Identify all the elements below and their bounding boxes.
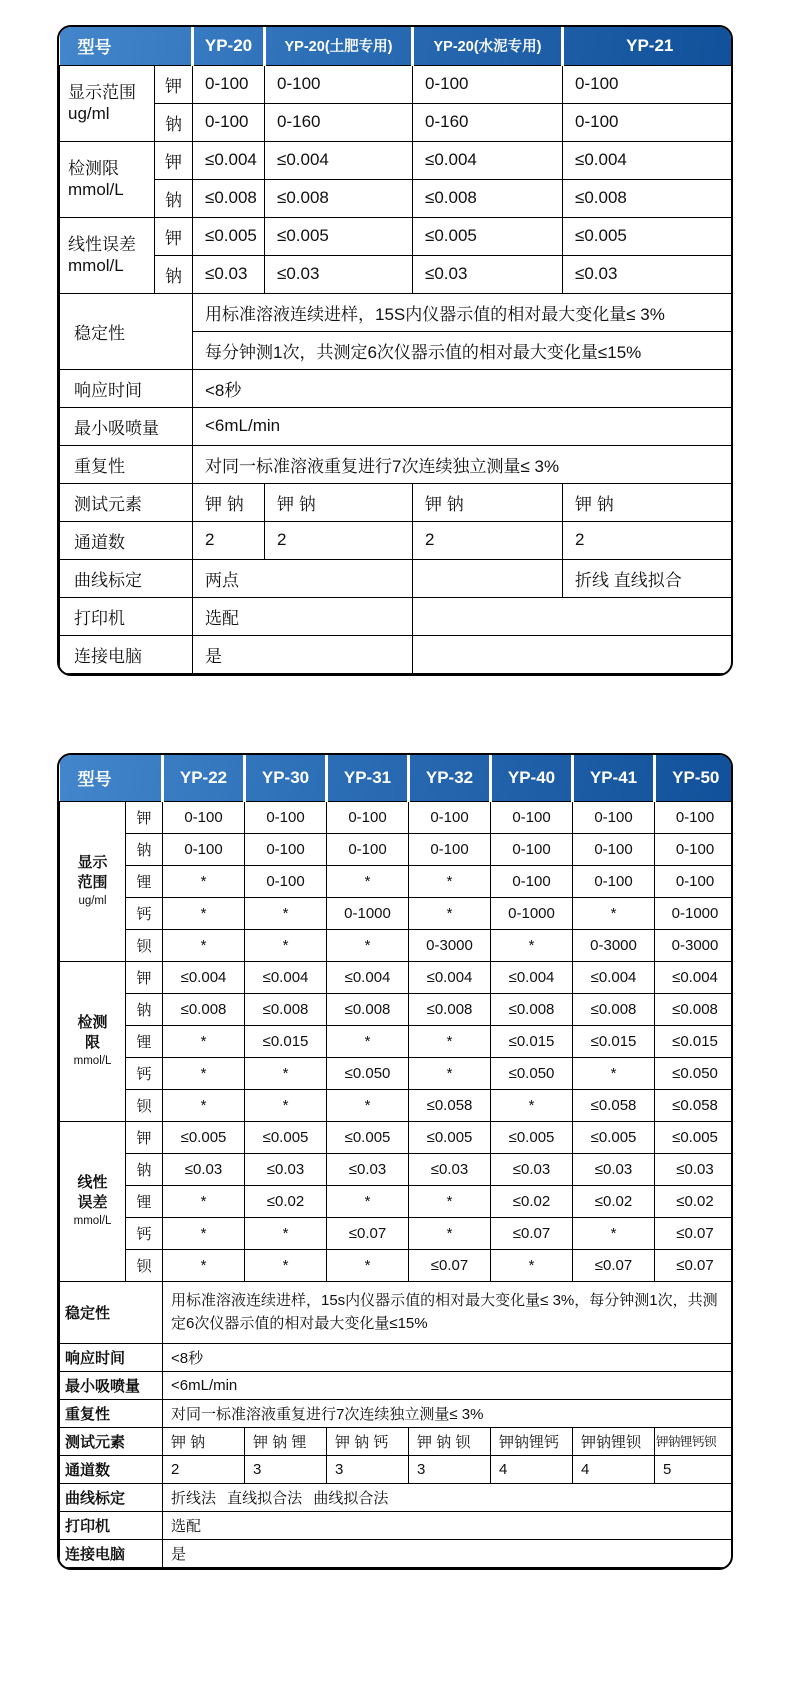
spec-value-cell: ≤0.07 xyxy=(327,1217,409,1249)
spec-value-cell: ≤0.004 xyxy=(265,141,413,179)
spec-value-cell: ≤0.03 xyxy=(413,255,563,293)
spec-value-cell: ≤0.02 xyxy=(491,1185,573,1217)
spec-value-cell: ≤0.015 xyxy=(491,1025,573,1057)
spec-row xyxy=(60,217,734,255)
spec-value-cell: ≤0.008 xyxy=(491,993,573,1025)
pc-connect-row xyxy=(60,1539,734,1567)
stability-line: 用标准溶液连续进样，15S内仪器示值的相对最大变化量≤ 3% xyxy=(193,293,734,331)
channel-count-cell: 2 xyxy=(563,521,734,559)
row-label: 曲线标定 xyxy=(60,1483,163,1511)
spec-value-cell: ≤0.004 xyxy=(573,961,655,993)
spec-value-cell: * xyxy=(491,929,573,961)
spec-value-cell: ≤0.004 xyxy=(193,141,265,179)
spec-value-cell: ≤0.02 xyxy=(245,1185,327,1217)
spec-value-cell: * xyxy=(163,929,245,961)
spec-value-cell: ≤0.005 xyxy=(163,1121,245,1153)
channel-count-cell: 5 xyxy=(655,1455,734,1483)
channel-count-cell: 2 xyxy=(163,1455,245,1483)
spec-value-cell: ≤0.03 xyxy=(409,1153,491,1185)
row-group-label-line: 显示范围 xyxy=(68,82,136,102)
element-label: 钠 xyxy=(155,103,193,141)
row-group-label-line: 范围 xyxy=(77,873,108,891)
spec-value-cell: * xyxy=(573,897,655,929)
test-elements-cell: 钾 钠 钙 xyxy=(327,1427,409,1455)
spec-value-cell: * xyxy=(409,1025,491,1057)
spec-value-cell: 0-100 xyxy=(563,103,734,141)
spec-value-cell: 0-100 xyxy=(491,865,573,897)
row-label-stability: 稳定性 xyxy=(60,293,193,369)
spec-value-cell: ≤0.005 xyxy=(265,217,413,255)
spec-value-cell: * xyxy=(409,1185,491,1217)
spec-value-cell: ≤0.050 xyxy=(327,1057,409,1089)
element-label: 钾 xyxy=(155,217,193,255)
row-group-label-line: mmol/L xyxy=(68,180,124,199)
spec-value-cell: * xyxy=(163,1185,245,1217)
test-elements-cell: 钾钠锂钙 xyxy=(491,1427,573,1455)
header-row xyxy=(60,755,734,801)
spec-value-cell: ≤0.004 xyxy=(245,961,327,993)
spec-table-yp20-series xyxy=(57,25,733,676)
spec-value-cell: * xyxy=(245,929,327,961)
model-header-label: 型号 xyxy=(77,770,112,790)
spec-value-cell: ≤0.058 xyxy=(655,1089,734,1121)
spec-value-cell: * xyxy=(163,865,245,897)
spec-value-cell: ≤0.004 xyxy=(163,961,245,993)
spec-value-cell: ≤0.03 xyxy=(563,255,734,293)
spec-row xyxy=(60,1399,734,1427)
stability-line: 每分钟测1次，共测定6次仪器示值的相对最大变化量≤15% xyxy=(193,331,734,369)
element-label: 钠 xyxy=(155,179,193,217)
empty-cell xyxy=(413,597,734,635)
spec-value-cell: ≤0.005 xyxy=(245,1121,327,1153)
spec-value-cell: ≤0.004 xyxy=(491,961,573,993)
test-elements-cell: 钾 钠 xyxy=(163,1427,245,1455)
spec-row xyxy=(60,1185,734,1217)
channels-row xyxy=(60,1455,734,1483)
spec-value-cell: * xyxy=(409,865,491,897)
spec-row xyxy=(60,445,734,483)
row-label: 打印机 xyxy=(60,1511,163,1539)
spec-value-cell: 0-100 xyxy=(163,833,245,865)
spec-value-cell: ≤0.004 xyxy=(409,961,491,993)
spec-value-cell: ≤0.005 xyxy=(491,1121,573,1153)
spec-value-cell: ≤0.004 xyxy=(413,141,563,179)
spec-row xyxy=(60,369,734,407)
row-group-label-line: 线性误差 xyxy=(68,234,136,254)
spec-row xyxy=(60,141,734,179)
spec-row xyxy=(60,65,734,103)
spec-value-cell: ≤0.058 xyxy=(573,1089,655,1121)
test-elements-cell: 钾 钠 xyxy=(563,483,734,521)
spec-row xyxy=(60,1217,734,1249)
spec-value-cell: 0-100 xyxy=(193,65,265,103)
test-elements-cell: 钾 钠 xyxy=(265,483,413,521)
row-group-label xyxy=(60,217,155,293)
row-label: 曲线标定 xyxy=(60,559,193,597)
spec-value-cell: * xyxy=(573,1217,655,1249)
printer-row xyxy=(60,1511,734,1539)
spec-row xyxy=(60,929,734,961)
spec-value-cell: 选配 xyxy=(163,1511,734,1539)
test-elements-cell: 钾 钠 钡 xyxy=(409,1427,491,1455)
spec-value-cell: * xyxy=(327,1089,409,1121)
spec-value-cell: 是 xyxy=(193,635,413,673)
row-group-label-line: 检测限 xyxy=(68,158,119,178)
spec-value-cell: ≤0.008 xyxy=(573,993,655,1025)
spec-row xyxy=(60,833,734,865)
spec-value-cell: 是 xyxy=(163,1539,734,1567)
row-group-label-line: 线性 xyxy=(77,1174,108,1192)
model-column-header: YP-50 xyxy=(655,755,734,801)
model-column-header: YP-21 xyxy=(563,27,734,65)
spec-value-cell: * xyxy=(327,1249,409,1281)
spec-value-cell: <6mL/min xyxy=(163,1371,734,1399)
element-label: 钡 xyxy=(126,1089,163,1121)
spec-value-cell: * xyxy=(327,1185,409,1217)
channel-count-cell: 2 xyxy=(193,521,265,559)
element-label: 钠 xyxy=(126,993,163,1025)
spec-value-cell: ≤0.058 xyxy=(409,1089,491,1121)
spec-value-cell: * xyxy=(245,1089,327,1121)
spec-row xyxy=(60,1089,734,1121)
spec-value-cell: * xyxy=(327,865,409,897)
spec-value-cell: <8秒 xyxy=(193,369,734,407)
spec-value-cell: * xyxy=(409,897,491,929)
spec-value-cell: 0-100 xyxy=(563,65,734,103)
spec-value-cell: ≤0.03 xyxy=(327,1153,409,1185)
channel-count-cell: 3 xyxy=(409,1455,491,1483)
row-group-unit: mmol/L xyxy=(73,1055,112,1068)
spec-value-cell: 0-100 xyxy=(573,801,655,833)
element-label: 锂 xyxy=(126,1185,163,1217)
spec-value-cell: 0-100 xyxy=(265,65,413,103)
row-label: 响应时间 xyxy=(60,369,193,407)
stability-row xyxy=(60,293,734,331)
spec-value-cell: ≤0.050 xyxy=(655,1057,734,1089)
spec-row xyxy=(60,1121,734,1153)
spec-row xyxy=(60,1371,734,1399)
row-label: 测试元素 xyxy=(60,483,193,521)
spec-value-cell: ≤0.07 xyxy=(409,1249,491,1281)
spec-value-cell: * xyxy=(245,1217,327,1249)
spec-value-cell: ≤0.07 xyxy=(573,1249,655,1281)
row-label: 最小吸喷量 xyxy=(60,1371,163,1399)
spec-value-cell: 0-1000 xyxy=(327,897,409,929)
spec-value-cell: ≤0.050 xyxy=(491,1057,573,1089)
element-label: 钡 xyxy=(126,1249,163,1281)
spec-table-2 xyxy=(59,755,733,1568)
spec-value-cell: ≤0.015 xyxy=(655,1025,734,1057)
test-elements-row xyxy=(60,1427,734,1455)
spec-value-cell: 0-100 xyxy=(409,801,491,833)
spec-value-cell: 0-100 xyxy=(491,833,573,865)
model-column-header: YP-30 xyxy=(245,755,327,801)
spec-value-cell: 0-100 xyxy=(655,801,734,833)
spec-row xyxy=(60,1025,734,1057)
spec-value-cell: ≤0.005 xyxy=(409,1121,491,1153)
spec-value-cell: 对同一标准溶液重复进行7次连续独立测量≤ 3% xyxy=(163,1399,734,1427)
element-label: 钠 xyxy=(126,833,163,865)
spec-row xyxy=(60,993,734,1025)
spec-value-cell: <8秒 xyxy=(163,1343,734,1371)
header-row xyxy=(60,27,734,65)
row-group-label xyxy=(60,801,126,961)
spec-value-cell: 0-100 xyxy=(327,833,409,865)
spec-value-cell: * xyxy=(409,1217,491,1249)
spec-value-cell: 0-1000 xyxy=(491,897,573,929)
spec-value-cell: * xyxy=(327,929,409,961)
row-group-label xyxy=(60,961,126,1121)
spec-value-cell: ≤0.02 xyxy=(573,1185,655,1217)
pc-connect-row xyxy=(60,635,734,673)
test-elements-cell: 钾 钠 xyxy=(193,483,265,521)
spec-value-cell: ≤0.004 xyxy=(563,141,734,179)
stability-row xyxy=(60,1281,734,1343)
spec-value-cell: ≤0.03 xyxy=(163,1153,245,1185)
spec-table-yp22-yp50-series xyxy=(57,753,733,1570)
row-label: 通道数 xyxy=(60,1455,163,1483)
spec-value-cell: ≤0.008 xyxy=(409,993,491,1025)
spec-value-cell: 0-3000 xyxy=(573,929,655,961)
empty-cell xyxy=(413,635,734,673)
spec-value-cell: ≤0.005 xyxy=(327,1121,409,1153)
test-elements-cell: 钾钠锂钙钡 xyxy=(655,1427,734,1455)
spec-value-cell: ≤0.005 xyxy=(655,1121,734,1153)
element-label: 钾 xyxy=(126,801,163,833)
row-group-label-line: mmol/L xyxy=(68,256,124,275)
row-label-stability: 稳定性 xyxy=(60,1281,163,1343)
spec-row xyxy=(60,1057,734,1089)
spec-value-cell: ≤0.015 xyxy=(245,1025,327,1057)
spec-value-cell: 0-100 xyxy=(573,833,655,865)
spec-row xyxy=(60,801,734,833)
spec-row xyxy=(60,865,734,897)
test-elements-cell: 钾 钠 xyxy=(413,483,563,521)
spec-value-cell: * xyxy=(491,1249,573,1281)
spec-value-cell: 0-100 xyxy=(491,801,573,833)
spec-value-cell: 0-100 xyxy=(327,801,409,833)
model-column-header: YP-20(土肥专用) xyxy=(265,27,413,65)
spec-value-cell: * xyxy=(163,897,245,929)
spec-value-cell: 折线法 直线拟合法 曲线拟合法 xyxy=(163,1483,734,1511)
spec-value-cell: ≤0.008 xyxy=(413,179,563,217)
model-column-header: YP-31 xyxy=(327,755,409,801)
element-label: 锂 xyxy=(126,1025,163,1057)
spec-value-cell: * xyxy=(163,1057,245,1089)
row-group-label-line: 限 xyxy=(84,1033,100,1051)
row-label: 连接电脑 xyxy=(60,1539,163,1567)
calibration-cell: 折线 直线拟合 xyxy=(563,559,734,597)
spec-value-cell: ≤0.07 xyxy=(655,1217,734,1249)
spec-value-cell: ≤0.008 xyxy=(327,993,409,1025)
row-group-label-line: 检测 xyxy=(77,1014,108,1032)
spec-row xyxy=(60,1249,734,1281)
spec-value-cell: ≤0.03 xyxy=(491,1153,573,1185)
element-label: 钾 xyxy=(126,1121,163,1153)
test-elements-row xyxy=(60,483,734,521)
spec-value-cell: 0-100 xyxy=(245,833,327,865)
spec-row xyxy=(60,179,734,217)
printer-row xyxy=(60,597,734,635)
element-label: 钾 xyxy=(155,65,193,103)
spec-value-cell: ≤0.03 xyxy=(245,1153,327,1185)
spec-value-cell: ≤0.004 xyxy=(655,961,734,993)
spec-value-cell: * xyxy=(163,1217,245,1249)
element-label: 钙 xyxy=(126,1217,163,1249)
spec-value-cell: ≤0.02 xyxy=(655,1185,734,1217)
row-label: 重复性 xyxy=(60,1399,163,1427)
element-label: 钡 xyxy=(126,929,163,961)
spec-table-1 xyxy=(59,27,733,674)
spec-row xyxy=(60,897,734,929)
spec-value-cell: ≤0.03 xyxy=(573,1153,655,1185)
spec-value-cell: ≤0.07 xyxy=(655,1249,734,1281)
spec-value-cell: 0-100 xyxy=(573,865,655,897)
row-group-label xyxy=(60,1121,126,1281)
element-label: 钙 xyxy=(126,1057,163,1089)
channel-count-cell: 3 xyxy=(245,1455,327,1483)
spec-row xyxy=(60,103,734,141)
spec-row xyxy=(60,407,734,445)
spec-value-cell: 0-100 xyxy=(163,801,245,833)
spec-value-cell: ≤0.005 xyxy=(413,217,563,255)
spec-value-cell: ≤0.03 xyxy=(265,255,413,293)
spec-value-cell: * xyxy=(327,1025,409,1057)
spec-value-cell: ≤0.008 xyxy=(163,993,245,1025)
calibration-cell-empty xyxy=(413,559,563,597)
spec-row xyxy=(60,255,734,293)
channel-count-cell: 4 xyxy=(491,1455,573,1483)
row-label: 测试元素 xyxy=(60,1427,163,1455)
spec-value-cell: * xyxy=(245,1057,327,1089)
row-label: 连接电脑 xyxy=(60,635,193,673)
spec-value-cell: * xyxy=(245,897,327,929)
spec-value-cell: 0-160 xyxy=(265,103,413,141)
spec-value-cell: 0-3000 xyxy=(409,929,491,961)
element-label: 钠 xyxy=(155,255,193,293)
spec-value-cell: ≤0.015 xyxy=(573,1025,655,1057)
row-group-label-line: ug/ml xyxy=(68,104,110,123)
spec-value-cell: ≤0.005 xyxy=(193,217,265,255)
spec-value-cell: 0-3000 xyxy=(655,929,734,961)
row-label: 最小吸喷量 xyxy=(60,407,193,445)
spec-value-cell: ≤0.005 xyxy=(563,217,734,255)
element-label: 钠 xyxy=(126,1153,163,1185)
spec-row xyxy=(60,1153,734,1185)
element-label: 锂 xyxy=(126,865,163,897)
spec-value-cell: ≤0.03 xyxy=(655,1153,734,1185)
model-column-header: YP-40 xyxy=(491,755,573,801)
channel-count-cell: 2 xyxy=(265,521,413,559)
spec-value-cell: ≤0.008 xyxy=(563,179,734,217)
row-group-label xyxy=(60,141,155,217)
spec-value-cell: 0-100 xyxy=(655,833,734,865)
row-label: 响应时间 xyxy=(60,1343,163,1371)
spec-row xyxy=(60,1343,734,1371)
test-elements-cell: 钾 钠 锂 xyxy=(245,1427,327,1455)
calibration-row xyxy=(60,1483,734,1511)
element-label: 钾 xyxy=(155,141,193,179)
row-label: 通道数 xyxy=(60,521,193,559)
row-group-unit: ug/ml xyxy=(78,895,107,908)
test-elements-cell: 钾钠锂钡 xyxy=(573,1427,655,1455)
spec-row xyxy=(60,961,734,993)
spec-value-cell: 0-100 xyxy=(413,65,563,103)
spec-value-cell: ≤0.07 xyxy=(491,1217,573,1249)
model-column-header: YP-20 xyxy=(193,27,265,65)
spec-value-cell: * xyxy=(491,1089,573,1121)
row-group-label xyxy=(60,65,155,141)
spec-value-cell: 0-160 xyxy=(413,103,563,141)
channel-count-cell: 4 xyxy=(573,1455,655,1483)
spec-value-cell: * xyxy=(573,1057,655,1089)
spec-value-cell: 0-100 xyxy=(245,865,327,897)
spec-value-cell: 0-100 xyxy=(193,103,265,141)
model-header-label: 型号 xyxy=(77,38,112,58)
spec-value-cell: ≤0.008 xyxy=(193,179,265,217)
spec-value-cell: 0-100 xyxy=(409,833,491,865)
spec-value-cell: ≤0.008 xyxy=(655,993,734,1025)
calibration-cell: 两点 xyxy=(193,559,413,597)
channel-count-cell: 2 xyxy=(413,521,563,559)
spec-value-cell: ≤0.008 xyxy=(265,179,413,217)
model-column-header: YP-22 xyxy=(163,755,245,801)
spec-value-cell: * xyxy=(409,1057,491,1089)
row-group-label-line: 误差 xyxy=(77,1193,108,1211)
spec-value-cell: <6mL/min xyxy=(193,407,734,445)
element-label: 钾 xyxy=(126,961,163,993)
spec-value-cell: * xyxy=(163,1089,245,1121)
model-column-header: YP-20(水泥专用) xyxy=(413,27,563,65)
row-label: 打印机 xyxy=(60,597,193,635)
spec-value-cell: ≤0.008 xyxy=(245,993,327,1025)
spec-value-cell: * xyxy=(163,1249,245,1281)
spec-value-cell: ≤0.03 xyxy=(193,255,265,293)
spec-value-cell: 选配 xyxy=(193,597,413,635)
spec-value-cell: ≤0.004 xyxy=(327,961,409,993)
stability-text: 用标准溶液连续进样，15s内仪器示值的相对最大变化量≤ 3%，每分钟测1次，共测定6次仪器示值的相对最大变化量≤15% xyxy=(163,1281,734,1343)
row-group-label-line: 显示 xyxy=(77,854,108,872)
spec-value-cell: 0-100 xyxy=(245,801,327,833)
model-column-header: YP-32 xyxy=(409,755,491,801)
spec-value-cell: 0-100 xyxy=(655,865,734,897)
channel-count-cell: 3 xyxy=(327,1455,409,1483)
element-label: 钙 xyxy=(126,897,163,929)
spec-value-cell: 对同一标准溶液重复进行7次连续独立测量≤ 3% xyxy=(193,445,734,483)
spec-value-cell: * xyxy=(245,1249,327,1281)
calibration-row xyxy=(60,559,734,597)
row-group-unit: mmol/L xyxy=(73,1215,112,1228)
spec-value-cell: * xyxy=(163,1025,245,1057)
channels-row xyxy=(60,521,734,559)
row-label: 重复性 xyxy=(60,445,193,483)
model-column-header: YP-41 xyxy=(573,755,655,801)
spec-value-cell: 0-1000 xyxy=(655,897,734,929)
spec-value-cell: ≤0.005 xyxy=(573,1121,655,1153)
